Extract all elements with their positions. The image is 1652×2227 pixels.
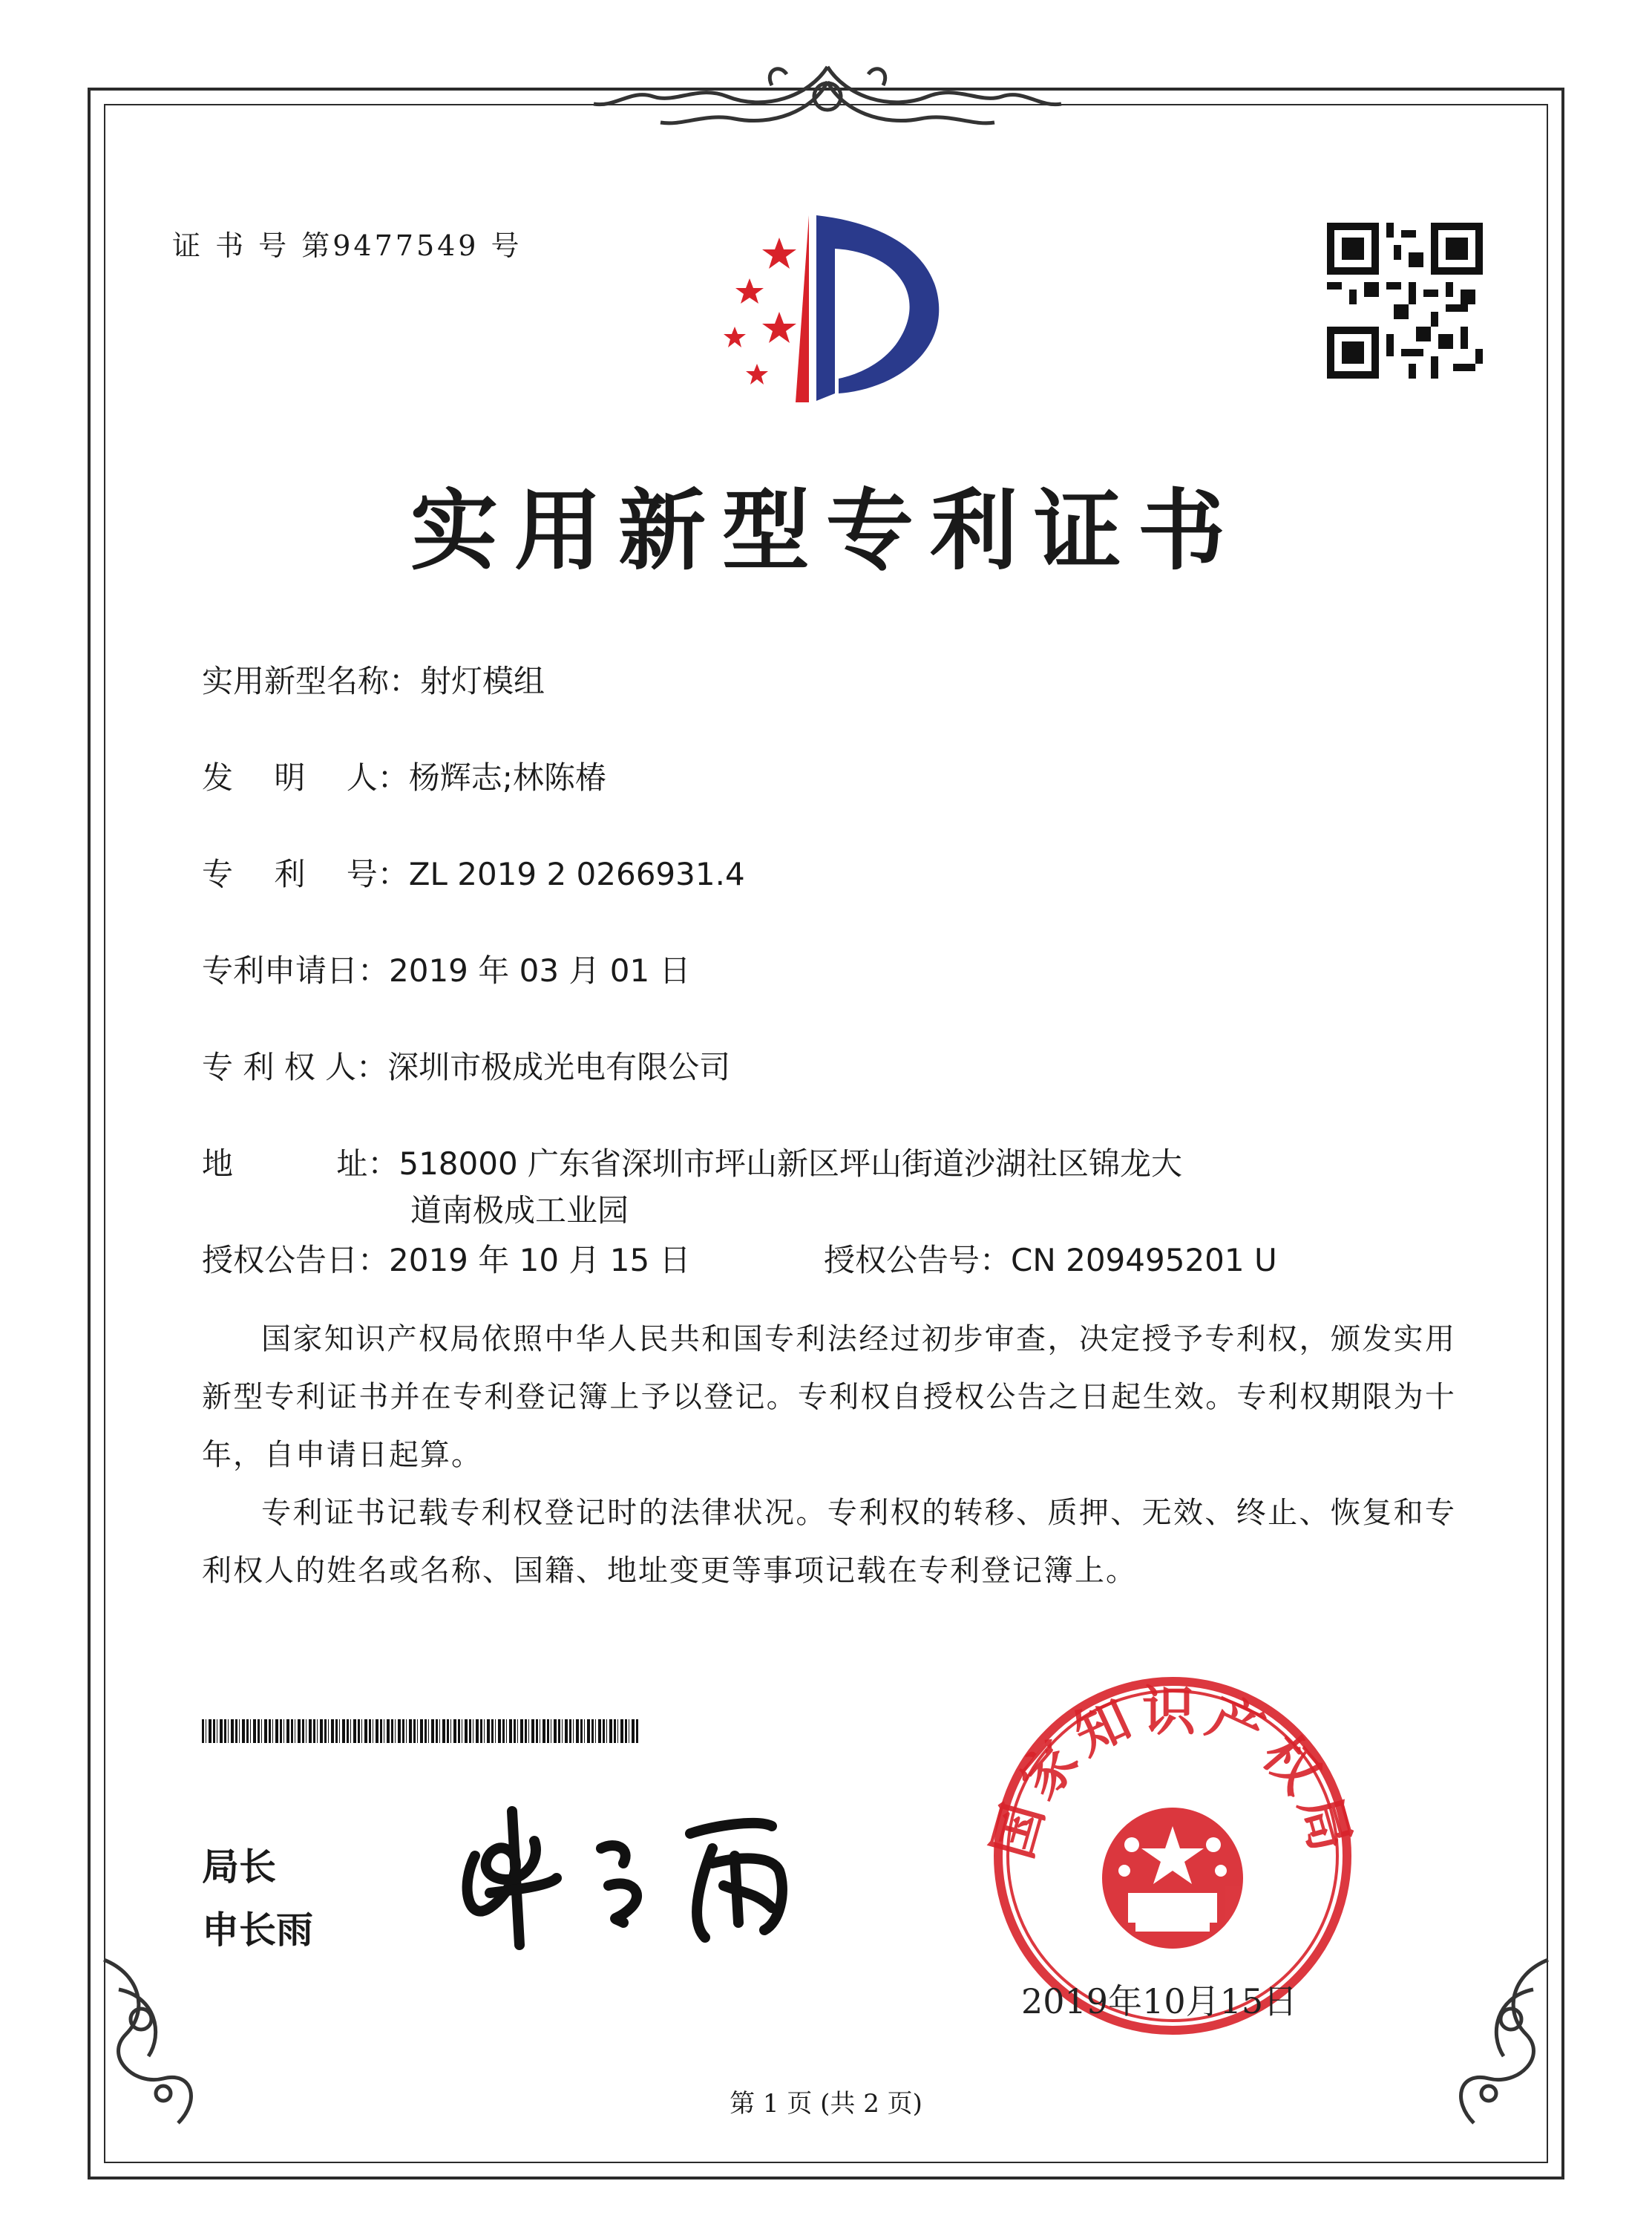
certificate-number: 证 书 号 第9477549 号: [172, 229, 522, 262]
seal-date: 2019年10月15日: [1021, 1981, 1298, 2021]
field-name-value: 射灯模组: [420, 663, 545, 699]
handwritten-signature: [445, 1796, 831, 1960]
seal-text: 国家知识产权局: [980, 1680, 1365, 1865]
certificate-body: [202, 1310, 1456, 1600]
field-inventor-value: 杨辉志;林陈椿: [408, 759, 606, 796]
barcode: [202, 1719, 640, 1743]
field-filing-date-value: 2019 年 03 月 01 日: [389, 952, 691, 989]
body-paragraph-1: 国家知识产权局依照中华人民共和国专利法经过初步审查，决定授予专利权，颁发实用新型专利证书并在专利登记簿上予以登记。专利权自授权公告之日起生效。专利权期限为十年，自申请日起算。: [202, 1322, 1456, 1472]
field-address-label: 地 址：: [202, 1145, 399, 1182]
page-indicator: 第 1 页 (共 2 页): [730, 2089, 922, 2119]
field-grant-date-value: 2019 年 10 月 15 日: [389, 1242, 691, 1278]
patent-office-logo: [705, 208, 950, 408]
logo-blue-swoosh: [816, 215, 939, 401]
field-name-label: 实用新型名称：: [202, 663, 421, 699]
logo-stars: [724, 238, 796, 385]
field-grant-no: [824, 1236, 1277, 1281]
field-filing-date: [202, 946, 691, 991]
field-inventor: [202, 753, 606, 798]
field-grant-date: [202, 1236, 691, 1281]
field-address: [202, 1139, 1182, 1184]
director-name: 申长雨: [202, 1909, 313, 1952]
qr-code: [1327, 223, 1483, 379]
field-grant-no-label: 授权公告号：: [824, 1242, 1012, 1278]
field-patent-no-label: 专 利 号：: [202, 856, 409, 892]
field-patentee-value: 深圳市极成光电有限公司: [387, 1049, 731, 1085]
field-grant-date-label: 授权公告日：: [202, 1242, 390, 1278]
field-address-value-line2: 道南极成工业园: [410, 1192, 629, 1229]
field-grant-no-value: CN 209495201 U: [1011, 1242, 1277, 1278]
certificate-title: 实用新型专利证书: [410, 480, 1242, 582]
field-inventor-label: 发 明 人：: [202, 759, 409, 796]
director-title: 局长: [202, 1845, 276, 1888]
field-patentee: [202, 1043, 730, 1088]
top-ornament: [586, 52, 1069, 141]
field-name: [202, 657, 545, 702]
field-patent-no: [202, 850, 745, 895]
body-paragraph-2: 专利证书记载专利权登记时的法律状况。专利权的转移、质押、无效、终止、恢复和专利权人的姓名或名称、国籍、地址变更等事项记载在专利登记簿上。: [202, 1496, 1456, 1588]
field-address-value-line1: 518000 广东省深圳市坪山新区坪山街道沙湖社区锦龙大: [399, 1145, 1183, 1182]
field-filing-date-label: 专利申请日：: [202, 952, 390, 989]
field-patentee-label: 专 利 权 人：: [202, 1049, 388, 1085]
logo-red-bar: [796, 215, 809, 402]
national-emblem: [1102, 1808, 1243, 1949]
field-patent-no-value: ZL 2019 2 0266931.4: [408, 856, 745, 892]
